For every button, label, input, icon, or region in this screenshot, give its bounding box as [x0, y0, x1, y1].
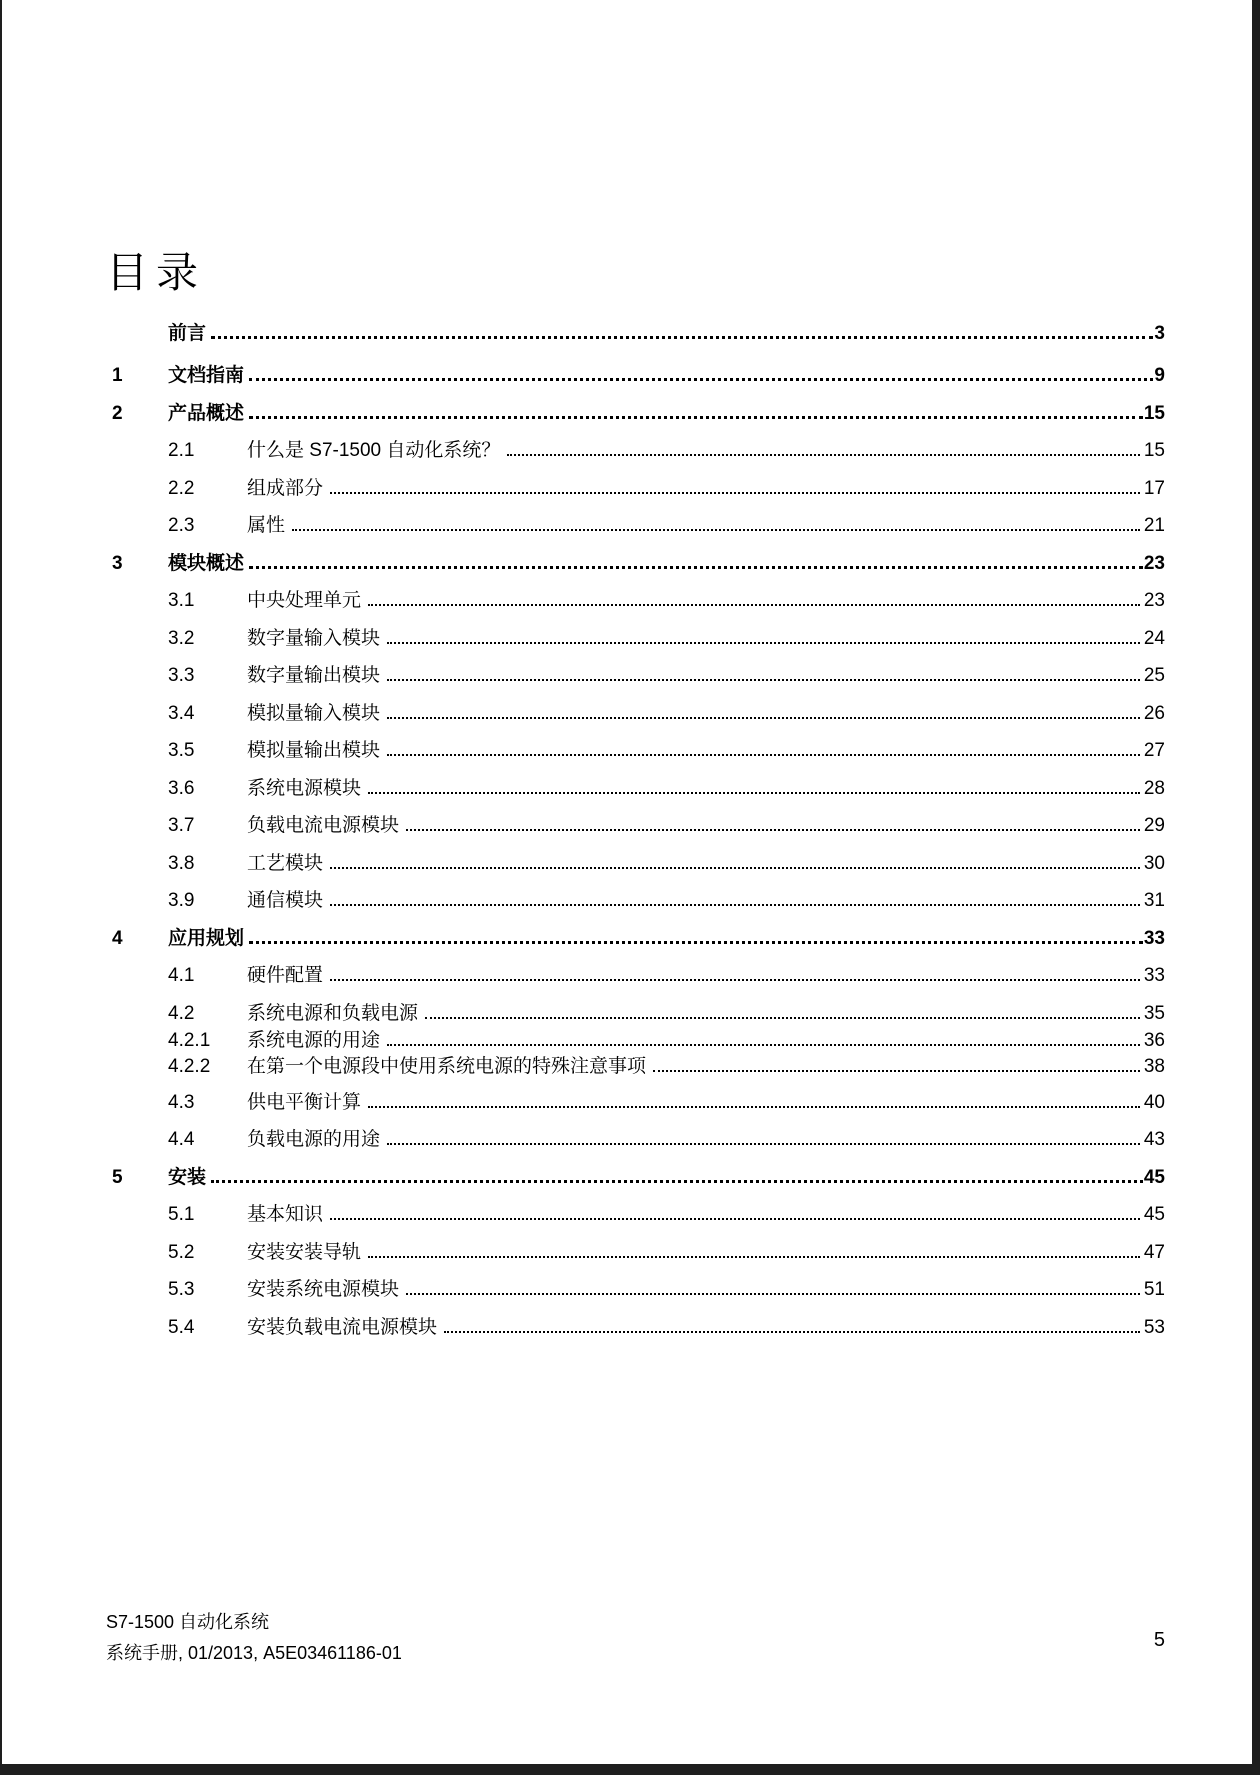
- toc-entry-label: 中央处理单元: [247, 590, 362, 611]
- toc-row[interactable]: [112, 663, 1165, 688]
- toc-leader-dots: [330, 492, 1140, 494]
- page-edge-bottom: [0, 1764, 1260, 1775]
- toc-entry-label: 模块概述: [168, 552, 245, 574]
- toc-leader-dots: [368, 1106, 1140, 1108]
- toc-entry-page: 43: [1143, 1129, 1165, 1150]
- toc-leader-dots: [249, 416, 1143, 419]
- toc-entry-number: 3.4: [168, 702, 195, 724]
- toc-row[interactable]: [112, 1127, 1165, 1152]
- toc-leader-dots: [249, 378, 1153, 381]
- toc-entry-number: 2: [112, 402, 123, 424]
- page-footer: [106, 1607, 402, 1669]
- toc-entry-label: 系统电源的用途: [247, 1029, 381, 1051]
- toc-entry-label: 安装系统电源模块: [247, 1279, 400, 1300]
- toc-row[interactable]: [112, 626, 1165, 651]
- toc-row[interactable]: [112, 513, 1165, 538]
- toc-entry-page: 25: [1143, 665, 1165, 686]
- toc-row[interactable]: [112, 813, 1165, 838]
- toc-entry-number: 3.5: [168, 740, 195, 761]
- toc-leader-dots: [330, 867, 1140, 869]
- toc-entry-label: 文档指南: [168, 365, 245, 386]
- toc-entry-label: 产品概述: [168, 402, 245, 424]
- toc-leader-dots: [330, 979, 1140, 981]
- toc-entry-page: 23: [1143, 590, 1165, 611]
- toc-entry-number: 4.1: [168, 965, 195, 986]
- toc-row[interactable]: [112, 1202, 1165, 1227]
- toc-row[interactable]: [112, 888, 1165, 913]
- toc-row[interactable]: [112, 1277, 1165, 1302]
- toc-entry-page: 51: [1143, 1279, 1165, 1300]
- toc-entry-page: 31: [1143, 890, 1165, 911]
- toc-entry-page: 45: [1143, 1166, 1165, 1188]
- toc-entry-page: 33: [1143, 927, 1165, 949]
- toc-entry-number: 3.3: [168, 665, 195, 686]
- toc-entry-label: 工艺模块: [247, 852, 324, 874]
- footer-page-number: 5: [1153, 1629, 1165, 1651]
- toc-row[interactable]: [112, 363, 1165, 388]
- toc-entry-label: 负载电源的用途: [247, 1129, 381, 1150]
- toc-leader-dots: [653, 1070, 1140, 1072]
- toc-leader-dots: [368, 604, 1140, 606]
- toc-leader-dots: [387, 1044, 1140, 1046]
- toc-entry-number: 5.2: [168, 1241, 195, 1263]
- toc-entry-number: 3.9: [168, 890, 195, 911]
- toc-row[interactable]: [112, 321, 1165, 346]
- toc-entry-label: 安装安装导轨: [247, 1241, 362, 1263]
- toc-row[interactable]: [112, 551, 1165, 576]
- toc-entry-label: 模拟量输入模块: [247, 702, 381, 724]
- toc-leader-dots: [444, 1331, 1140, 1333]
- toc-entry-number: 4: [112, 927, 123, 949]
- toc-entry-page: 17: [1143, 477, 1165, 499]
- toc-entry-number: 4.4: [168, 1129, 195, 1150]
- toc-entry-page: 35: [1143, 1002, 1165, 1024]
- toc-entry-number: 4.2.1: [168, 1029, 211, 1051]
- toc-leader-dots: [211, 1180, 1143, 1183]
- toc-entry-number: 2.1: [168, 440, 195, 461]
- toc-entry-label: 数字量输入模块: [247, 627, 381, 649]
- toc-entry-label: 应用规划: [168, 927, 245, 949]
- toc-entry-page: 27: [1143, 740, 1165, 761]
- toc-row[interactable]: [112, 776, 1165, 801]
- toc-leader-dots: [387, 754, 1140, 756]
- toc-entry-page: 29: [1143, 815, 1165, 836]
- toc-entry-label: 前言: [168, 323, 207, 344]
- toc-entry-label: 通信模块: [247, 890, 324, 911]
- toc-row[interactable]: [112, 1028, 1165, 1053]
- toc-row[interactable]: [112, 1315, 1165, 1340]
- toc-entry-label: 数字量输出模块: [247, 665, 381, 686]
- toc-row[interactable]: [112, 963, 1165, 988]
- toc-entry-page: 30: [1143, 852, 1165, 874]
- toc-entry-number: 3.2: [168, 627, 195, 649]
- toc-entry-label: 基本知识: [247, 1204, 324, 1225]
- toc-entry-label: 安装: [168, 1166, 207, 1188]
- toc-leader-dots: [368, 792, 1140, 794]
- toc-leader-dots: [406, 829, 1140, 831]
- toc-row[interactable]: [112, 438, 1165, 463]
- toc-entry-number: 5.1: [168, 1204, 195, 1225]
- toc-row[interactable]: [112, 476, 1165, 501]
- toc-entry-number: 2.2: [168, 477, 195, 499]
- toc-list: [0, 321, 1260, 1352]
- toc-entry-page: 40: [1143, 1091, 1165, 1113]
- toc-entry-label: 组成部分: [247, 477, 324, 499]
- toc-row[interactable]: [112, 1001, 1165, 1026]
- toc-row[interactable]: [112, 851, 1165, 876]
- toc-row[interactable]: [112, 738, 1165, 763]
- toc-entry-label: 属性: [247, 515, 286, 536]
- toc-entry-page: 15: [1143, 402, 1165, 424]
- toc-entry-number: 5.3: [168, 1279, 195, 1300]
- toc-entry-number: 3.6: [168, 777, 195, 799]
- toc-entry-number: 4.2: [168, 1002, 195, 1024]
- toc-entry-number: 1: [112, 365, 123, 386]
- toc-entry-label: 安装负载电流电源模块: [247, 1316, 438, 1338]
- toc-leader-dots: [507, 454, 1139, 456]
- toc-row[interactable]: [112, 1165, 1165, 1190]
- toc-row[interactable]: [112, 1240, 1165, 1265]
- toc-entry-number: 5.4: [168, 1316, 195, 1338]
- toc-entry-page: 26: [1143, 702, 1165, 724]
- toc-entry-number: 3.7: [168, 815, 195, 836]
- toc-entry-label: 硬件配置: [247, 965, 324, 986]
- toc-leader-dots: [387, 717, 1140, 719]
- toc-leader-dots: [387, 642, 1140, 644]
- toc-leader-dots: [330, 904, 1140, 906]
- toc-leader-dots: [249, 566, 1143, 569]
- toc-entry-page: 53: [1143, 1316, 1165, 1338]
- toc-entry-label: 什么是 S7-1500 自动化系统？: [247, 440, 501, 461]
- toc-entry-number: 2.3: [168, 515, 195, 536]
- toc-leader-dots: [425, 1017, 1140, 1019]
- toc-entry-number: 3.1: [168, 590, 195, 611]
- toc-leader-dots: [368, 1256, 1140, 1258]
- toc-leader-dots: [387, 1143, 1140, 1145]
- toc-entry-label: 负载电流电源模块: [247, 815, 400, 836]
- toc-row[interactable]: [112, 1054, 1165, 1079]
- toc-entry-page: 38: [1143, 1055, 1165, 1077]
- toc-entry-label: 系统电源模块: [247, 777, 362, 799]
- toc-entry-page: 45: [1143, 1204, 1165, 1225]
- toc-entry-page: 15: [1143, 440, 1165, 461]
- toc-entry-page: 23: [1143, 552, 1165, 574]
- toc-entry-label: 系统电源和负载电源: [247, 1002, 419, 1024]
- toc-entry-page: 24: [1143, 627, 1165, 649]
- toc-leader-dots: [211, 336, 1153, 339]
- toc-row[interactable]: [112, 1090, 1165, 1115]
- footer-doc-info: 系统手册, 01/2013, A5E03461186-01: [106, 1643, 402, 1663]
- toc-row[interactable]: [112, 701, 1165, 726]
- toc-row[interactable]: [112, 588, 1165, 613]
- toc-entry-number: 4.2.2: [168, 1055, 211, 1077]
- toc-entry-page: 21: [1143, 515, 1165, 536]
- toc-entry-page: 36: [1143, 1029, 1165, 1051]
- footer-doc-title: S7-1500 自动化系统: [106, 1612, 270, 1632]
- toc-row[interactable]: [112, 926, 1165, 951]
- toc-entry-page: 3: [1154, 323, 1165, 344]
- page-title: 目录: [106, 248, 207, 298]
- toc-entry-page: 47: [1143, 1241, 1165, 1263]
- toc-entry-page: 33: [1143, 965, 1165, 986]
- toc-leader-dots: [330, 1218, 1140, 1220]
- toc-entry-number: 5: [112, 1166, 123, 1188]
- toc-entry-page: 9: [1154, 365, 1165, 386]
- toc-leader-dots: [249, 941, 1143, 944]
- toc-row[interactable]: [112, 401, 1165, 426]
- toc-entry-label: 在第一个电源段中使用系统电源的特殊注意事项: [247, 1055, 647, 1077]
- toc-entry-label: 供电平衡计算: [247, 1091, 362, 1113]
- toc-entry-page: 28: [1143, 777, 1165, 799]
- toc-entry-number: 3: [112, 552, 123, 574]
- toc-entry-number: 4.3: [168, 1091, 195, 1113]
- toc-entry-label: 模拟量输出模块: [247, 740, 381, 761]
- toc-entry-number: 3.8: [168, 852, 195, 874]
- toc-leader-dots: [292, 529, 1140, 531]
- toc-leader-dots: [406, 1293, 1140, 1295]
- toc-leader-dots: [387, 679, 1140, 681]
